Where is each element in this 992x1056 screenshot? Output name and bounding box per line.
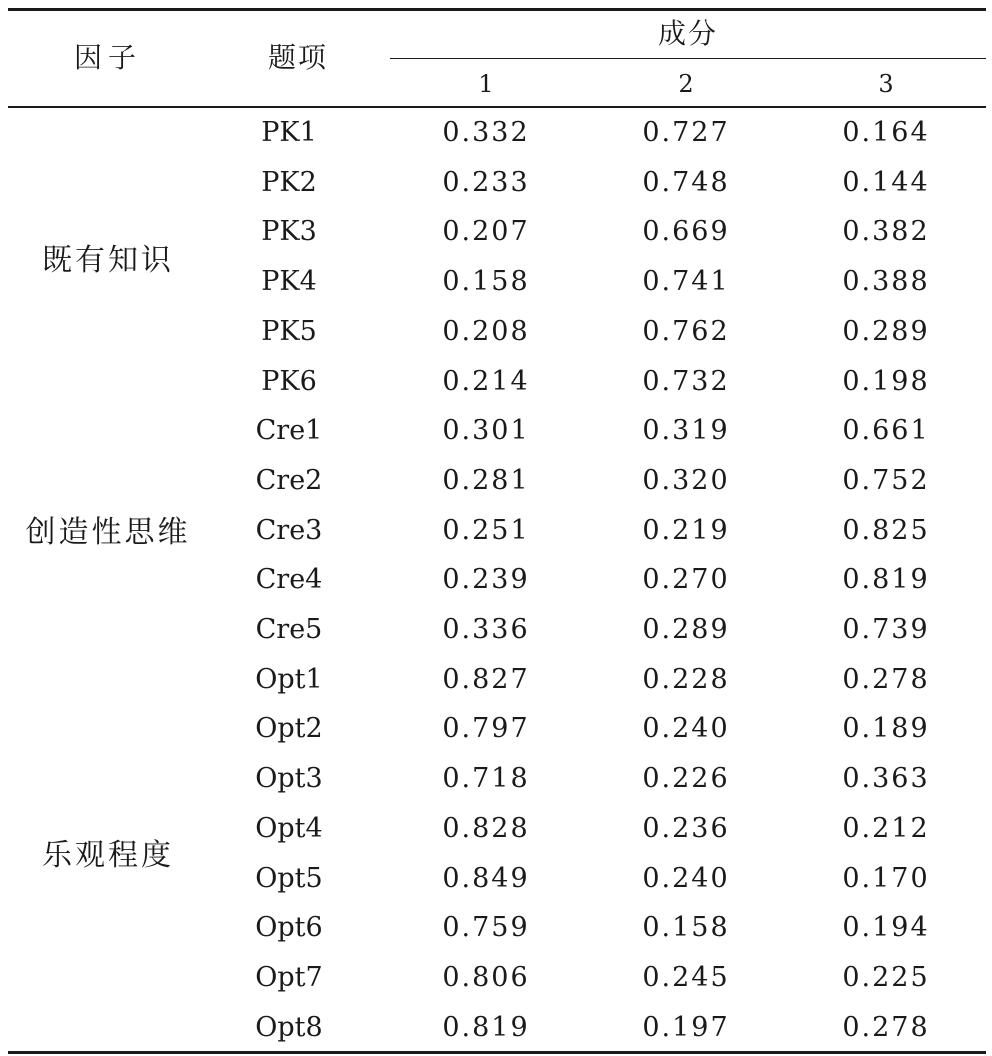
- table-row: [8, 655, 986, 705]
- loading-component-1: 0.214: [442, 365, 530, 397]
- loading-component-1: 0.332: [442, 117, 530, 148]
- loading-component-3: 0.819: [842, 564, 930, 596]
- loading-component-3: 0.661: [842, 415, 930, 447]
- loading-component-2: 0.219: [642, 514, 730, 546]
- header-item: 题项: [267, 41, 328, 74]
- table-row: [8, 307, 986, 357]
- loading-component-1: 0.828: [442, 812, 530, 844]
- loading-component-1: 0.718: [442, 763, 530, 795]
- loading-component-3: 0.198: [842, 365, 930, 397]
- loading-component-2: 0.669: [642, 216, 730, 248]
- factor-label-prior-knowledge: 既有知识: [42, 243, 174, 278]
- table-row: [8, 406, 986, 456]
- loading-component-1: 0.849: [442, 862, 530, 894]
- loading-component-3: 0.388: [842, 266, 930, 298]
- loading-component-3: 0.144: [842, 166, 930, 198]
- loading-component-2: 0.320: [642, 464, 730, 496]
- header-component-3: 3: [878, 70, 894, 98]
- loading-component-2: 0.236: [642, 812, 730, 844]
- table-row: [8, 903, 986, 953]
- table-row: [8, 506, 986, 556]
- loading-component-3: 0.170: [842, 862, 930, 894]
- row-item: PK2: [261, 166, 317, 198]
- loading-component-2: 0.270: [642, 564, 730, 596]
- table-row: [8, 158, 986, 208]
- loading-component-3: 0.825: [842, 514, 930, 546]
- loading-component-3: 0.363: [842, 763, 930, 795]
- loading-component-1: 0.301: [442, 415, 530, 447]
- row-item: Cre3: [255, 514, 323, 546]
- loading-component-3: 0.278: [842, 663, 930, 695]
- loading-component-2: 0.319: [642, 415, 730, 447]
- row-item: Cre5: [255, 614, 323, 645]
- loading-component-2: 0.226: [642, 763, 730, 795]
- table-row: [8, 754, 986, 804]
- table-row: [8, 555, 986, 605]
- row-item: Opt7: [255, 961, 323, 993]
- row-item: Cre2: [255, 464, 323, 496]
- table-row: [8, 257, 986, 307]
- component-sub-rule: [390, 58, 986, 59]
- table-row: [8, 953, 986, 1003]
- row-item: Cre4: [255, 564, 323, 596]
- header-component: 成分: [657, 17, 718, 50]
- loading-component-2: 0.245: [642, 961, 730, 993]
- row-item: PK1: [261, 117, 317, 148]
- row-item: PK5: [261, 315, 317, 347]
- loading-component-3: 0.189: [842, 713, 930, 745]
- loading-component-1: 0.158: [442, 266, 530, 298]
- row-item: PK4: [261, 266, 317, 298]
- loading-component-3: 0.278: [842, 1011, 930, 1043]
- header-factor: 因子: [73, 41, 142, 74]
- row-item: Opt3: [255, 763, 323, 795]
- row-item: Opt6: [255, 912, 323, 944]
- loading-component-1: 0.281: [442, 464, 530, 496]
- loading-component-2: 0.240: [642, 862, 730, 894]
- header-component-2: 2: [678, 70, 694, 98]
- loading-component-2: 0.158: [642, 912, 730, 944]
- loading-component-1: 0.233: [442, 166, 530, 198]
- loading-component-1: 0.797: [442, 713, 530, 745]
- loading-component-1: 0.251: [442, 514, 530, 546]
- loading-component-1: 0.759: [442, 912, 530, 944]
- loading-component-3: 0.212: [842, 812, 930, 844]
- loading-component-1: 0.336: [442, 614, 530, 645]
- loading-component-1: 0.819: [442, 1011, 530, 1043]
- row-item: Cre1: [255, 415, 323, 447]
- loading-component-1: 0.239: [442, 564, 530, 596]
- table-row: [8, 704, 986, 754]
- loading-component-2: 0.727: [642, 117, 730, 148]
- loading-component-2: 0.748: [642, 166, 730, 198]
- row-item: Opt8: [255, 1011, 323, 1043]
- loading-component-1: 0.208: [442, 315, 530, 347]
- table-row: [8, 804, 986, 854]
- table-row: [8, 108, 986, 158]
- loading-component-3: 0.382: [842, 216, 930, 248]
- factor-label-creative-thinking: 创造性思维: [25, 515, 191, 550]
- loading-component-2: 0.762: [642, 315, 730, 347]
- loading-component-3: 0.164: [842, 117, 930, 148]
- loading-component-2: 0.240: [642, 713, 730, 745]
- loading-component-2: 0.741: [642, 266, 730, 298]
- loading-component-1: 0.806: [442, 961, 530, 993]
- row-item: PK6: [261, 365, 317, 397]
- row-item: Opt5: [255, 862, 323, 894]
- row-item: Opt4: [255, 812, 323, 844]
- loading-component-2: 0.228: [642, 663, 730, 695]
- loading-component-3: 0.194: [842, 912, 930, 944]
- table-row: [8, 456, 986, 506]
- loading-component-1: 0.827: [442, 663, 530, 695]
- loading-component-2: 0.197: [642, 1011, 730, 1043]
- header-component-1: 1: [478, 70, 494, 98]
- row-item: Opt1: [255, 663, 323, 695]
- table-row: [8, 605, 986, 655]
- table-top-rule: [8, 8, 986, 11]
- table-row: [8, 357, 986, 407]
- loading-component-1: 0.207: [442, 216, 530, 248]
- loading-component-2: 0.289: [642, 614, 730, 645]
- loading-component-3: 0.225: [842, 961, 930, 993]
- row-item: PK3: [261, 216, 317, 248]
- table-row: [8, 1003, 986, 1053]
- loading-component-3: 0.752: [842, 464, 930, 496]
- table-bottom-rule: [8, 1051, 986, 1054]
- table-row: [8, 207, 986, 257]
- row-item: Opt2: [255, 713, 323, 745]
- factor-label-optimism: 乐观程度: [42, 838, 174, 873]
- loading-component-3: 0.289: [842, 315, 930, 347]
- loading-component-3: 0.739: [842, 614, 930, 645]
- table-row: [8, 854, 986, 904]
- loading-component-2: 0.732: [642, 365, 730, 397]
